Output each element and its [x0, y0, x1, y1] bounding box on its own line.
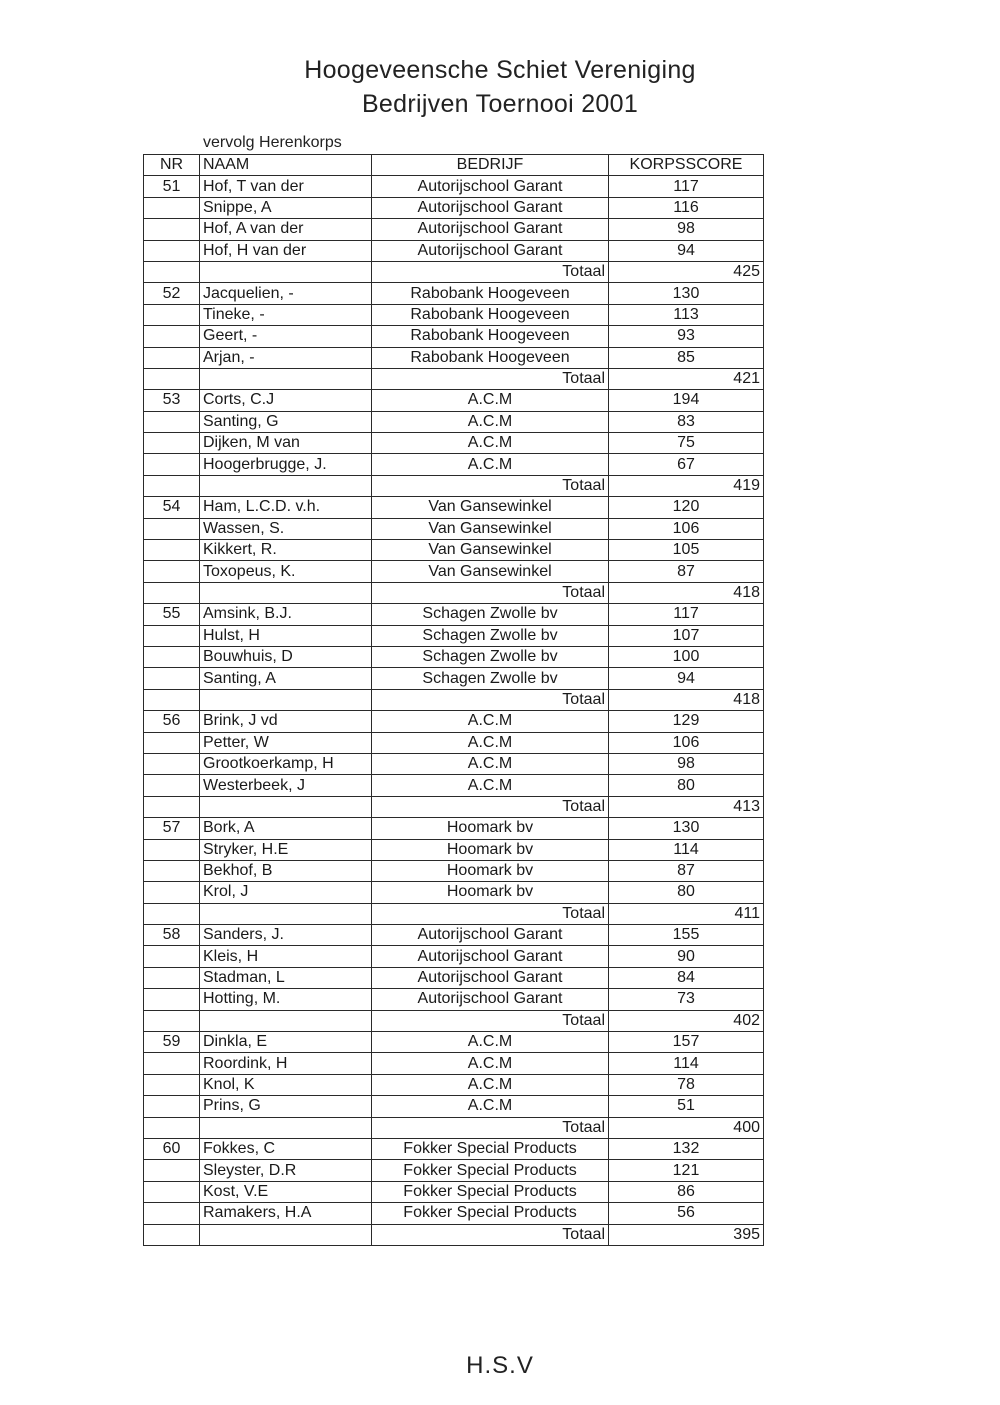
cell-score: 114: [609, 839, 764, 860]
total-value: 411: [609, 903, 764, 924]
cell-score: 75: [609, 433, 764, 454]
cell-naam: Brink, J vd: [200, 711, 372, 732]
table-row: [144, 240, 764, 261]
table-row: [144, 668, 764, 689]
cell-nr: [144, 646, 200, 667]
total-row: [144, 1224, 764, 1245]
cell-score: 117: [609, 604, 764, 625]
cell-bedrijf: Autorijschool Garant: [372, 925, 609, 946]
footer-initials: H.S.V: [466, 1352, 534, 1379]
table-row: [144, 518, 764, 539]
section-label: vervolg Herenkorps: [203, 134, 342, 151]
cell-score: 107: [609, 625, 764, 646]
table-row: [144, 219, 764, 240]
cell-score: 87: [609, 860, 764, 881]
cell-nr: [144, 240, 200, 261]
cell-naam: Stryker, H.E: [200, 839, 372, 860]
column-header-korpsscore: KORPSSCORE: [609, 155, 764, 176]
cell-nr: 53: [144, 390, 200, 411]
cell-score: 73: [609, 989, 764, 1010]
cell-bedrijf: Autorijschool Garant: [372, 219, 609, 240]
total-value: 419: [609, 475, 764, 496]
table-row: [144, 989, 764, 1010]
table-row: [144, 1074, 764, 1095]
score-table: [143, 154, 764, 1246]
cell-bedrijf: A.C.M: [372, 411, 609, 432]
column-header-nr: NR: [144, 155, 200, 176]
cell-bedrijf: Van Gansewinkel: [372, 540, 609, 561]
cell-bedrijf: Hoomark bv: [372, 860, 609, 881]
cell-score: 106: [609, 732, 764, 753]
table-row: [144, 1053, 764, 1074]
table-row: [144, 304, 764, 325]
table-row: [144, 540, 764, 561]
cell-score: 85: [609, 347, 764, 368]
total-row: [144, 903, 764, 924]
cell-bedrijf: Schagen Zwolle bv: [372, 646, 609, 667]
cell-naam: Hof, A van der: [200, 219, 372, 240]
cell-nr: [144, 433, 200, 454]
cell-naam: Santing, G: [200, 411, 372, 432]
cell-bedrijf: A.C.M: [372, 1053, 609, 1074]
table-row: [144, 283, 764, 304]
table-row: [144, 882, 764, 903]
page-subtitle: Bedrijven Toernooi 2001: [361, 90, 639, 118]
cell-bedrijf: A.C.M: [372, 390, 609, 411]
cell-score: 113: [609, 304, 764, 325]
cell-naam: Grootkoerkamp, H: [200, 753, 372, 774]
cell-score: 120: [609, 497, 764, 518]
cell-bedrijf: Rabobank Hoogeveen: [372, 347, 609, 368]
cell-empty: [144, 582, 200, 603]
total-label: Totaal: [372, 368, 609, 389]
cell-score: 106: [609, 518, 764, 539]
cell-score: 56: [609, 1203, 764, 1224]
cell-bedrijf: Schagen Zwolle bv: [372, 625, 609, 646]
cell-naam: Bekhof, B: [200, 860, 372, 881]
cell-naam: Stadman, L: [200, 967, 372, 988]
cell-score: 194: [609, 390, 764, 411]
total-row: [144, 1117, 764, 1138]
cell-nr: [144, 989, 200, 1010]
cell-bedrijf: Autorijschool Garant: [372, 946, 609, 967]
table-row: [144, 753, 764, 774]
total-row: [144, 475, 764, 496]
cell-naam: Fokkes, C: [200, 1138, 372, 1159]
cell-bedrijf: Autorijschool Garant: [372, 176, 609, 197]
total-value: 418: [609, 689, 764, 710]
cell-empty: [200, 1010, 372, 1031]
cell-bedrijf: Rabobank Hoogeveen: [372, 326, 609, 347]
cell-score: 80: [609, 775, 764, 796]
total-label: Totaal: [372, 796, 609, 817]
cell-nr: [144, 1096, 200, 1117]
cell-nr: [144, 326, 200, 347]
table-row: [144, 561, 764, 582]
cell-bedrijf: Autorijschool Garant: [372, 197, 609, 218]
cell-naam: Roordink, H: [200, 1053, 372, 1074]
cell-naam: Ham, L.C.D. v.h.: [200, 497, 372, 518]
cell-bedrijf: Van Gansewinkel: [372, 561, 609, 582]
cell-empty: [200, 261, 372, 282]
cell-score: 94: [609, 240, 764, 261]
cell-naam: Wassen, S.: [200, 518, 372, 539]
cell-naam: Prins, G: [200, 1096, 372, 1117]
total-value: 400: [609, 1117, 764, 1138]
cell-bedrijf: A.C.M: [372, 1074, 609, 1095]
cell-nr: 54: [144, 497, 200, 518]
total-row: [144, 689, 764, 710]
cell-bedrijf: Autorijschool Garant: [372, 989, 609, 1010]
table-row: [144, 625, 764, 646]
cell-bedrijf: Fokker Special Products: [372, 1160, 609, 1181]
total-value: 421: [609, 368, 764, 389]
table-row: [144, 1138, 764, 1159]
cell-nr: [144, 882, 200, 903]
cell-nr: 52: [144, 283, 200, 304]
total-row: [144, 368, 764, 389]
page-title: Hoogeveensche Schiet Vereniging: [304, 56, 696, 84]
cell-naam: Sleyster, D.R: [200, 1160, 372, 1181]
cell-empty: [144, 1224, 200, 1245]
cell-score: 116: [609, 197, 764, 218]
cell-empty: [144, 796, 200, 817]
cell-score: 86: [609, 1181, 764, 1202]
cell-score: 78: [609, 1074, 764, 1095]
cell-nr: 55: [144, 604, 200, 625]
cell-nr: [144, 561, 200, 582]
cell-nr: [144, 668, 200, 689]
cell-bedrijf: Van Gansewinkel: [372, 518, 609, 539]
table-row: [144, 646, 764, 667]
cell-nr: [144, 1203, 200, 1224]
table-row: [144, 1203, 764, 1224]
cell-nr: [144, 1053, 200, 1074]
cell-bedrijf: Fokker Special Products: [372, 1181, 609, 1202]
cell-bedrijf: A.C.M: [372, 454, 609, 475]
cell-naam: Arjan, -: [200, 347, 372, 368]
table-row: [144, 411, 764, 432]
cell-nr: [144, 1181, 200, 1202]
table-row: [144, 326, 764, 347]
cell-naam: Hotting, M.: [200, 989, 372, 1010]
cell-nr: [144, 860, 200, 881]
cell-nr: [144, 839, 200, 860]
total-row: [144, 261, 764, 282]
cell-nr: 51: [144, 176, 200, 197]
total-value: 413: [609, 796, 764, 817]
cell-score: 84: [609, 967, 764, 988]
cell-score: 114: [609, 1053, 764, 1074]
cell-score: 87: [609, 561, 764, 582]
cell-bedrijf: Rabobank Hoogeveen: [372, 304, 609, 325]
cell-nr: [144, 219, 200, 240]
cell-bedrijf: A.C.M: [372, 775, 609, 796]
cell-empty: [144, 1117, 200, 1138]
cell-score: 132: [609, 1138, 764, 1159]
cell-naam: Ramakers, H.A: [200, 1203, 372, 1224]
cell-naam: Tineke, -: [200, 304, 372, 325]
cell-naam: Hulst, H: [200, 625, 372, 646]
cell-empty: [144, 475, 200, 496]
cell-bedrijf: Autorijschool Garant: [372, 240, 609, 261]
total-value: 395: [609, 1224, 764, 1245]
cell-naam: Santing, A: [200, 668, 372, 689]
cell-nr: [144, 347, 200, 368]
cell-empty: [144, 1010, 200, 1031]
cell-bedrijf: Schagen Zwolle bv: [372, 668, 609, 689]
total-value: 402: [609, 1010, 764, 1031]
table-row: [144, 497, 764, 518]
total-value: 425: [609, 261, 764, 282]
cell-empty: [200, 582, 372, 603]
cell-nr: [144, 967, 200, 988]
table-row: [144, 390, 764, 411]
cell-nr: [144, 775, 200, 796]
cell-empty: [144, 689, 200, 710]
cell-naam: Kikkert, R.: [200, 540, 372, 561]
cell-bedrijf: Rabobank Hoogeveen: [372, 283, 609, 304]
table-row: [144, 347, 764, 368]
table-row: [144, 1096, 764, 1117]
cell-naam: Dinkla, E: [200, 1032, 372, 1053]
cell-score: 94: [609, 668, 764, 689]
cell-bedrijf: A.C.M: [372, 1096, 609, 1117]
table-row: [144, 454, 764, 475]
cell-nr: [144, 753, 200, 774]
cell-naam: Toxopeus, K.: [200, 561, 372, 582]
cell-naam: Bouwhuis, D: [200, 646, 372, 667]
total-row: [144, 796, 764, 817]
cell-score: 155: [609, 925, 764, 946]
cell-bedrijf: A.C.M: [372, 433, 609, 454]
table-row: [144, 732, 764, 753]
cell-nr: [144, 625, 200, 646]
total-row: [144, 1010, 764, 1031]
cell-bedrijf: Schagen Zwolle bv: [372, 604, 609, 625]
cell-nr: [144, 197, 200, 218]
cell-score: 83: [609, 411, 764, 432]
table-row: [144, 818, 764, 839]
column-header-naam: NAAM: [200, 155, 372, 176]
cell-score: 100: [609, 646, 764, 667]
column-header-bedrijf: BEDRIJF: [372, 155, 609, 176]
cell-score: 157: [609, 1032, 764, 1053]
cell-bedrijf: A.C.M: [372, 711, 609, 732]
cell-nr: [144, 518, 200, 539]
cell-bedrijf: Hoomark bv: [372, 882, 609, 903]
cell-score: 93: [609, 326, 764, 347]
cell-empty: [200, 689, 372, 710]
cell-naam: Snippe, A: [200, 197, 372, 218]
cell-bedrijf: Fokker Special Products: [372, 1203, 609, 1224]
cell-score: 121: [609, 1160, 764, 1181]
table-row: [144, 967, 764, 988]
table-header-row: [144, 155, 764, 176]
cell-naam: Kleis, H: [200, 946, 372, 967]
cell-empty: [144, 903, 200, 924]
cell-nr: [144, 1074, 200, 1095]
cell-nr: 57: [144, 818, 200, 839]
cell-nr: [144, 411, 200, 432]
cell-bedrijf: A.C.M: [372, 1032, 609, 1053]
cell-empty: [200, 1224, 372, 1245]
cell-naam: Jacquelien, -: [200, 283, 372, 304]
cell-bedrijf: Hoomark bv: [372, 818, 609, 839]
cell-empty: [144, 261, 200, 282]
cell-bedrijf: Van Gansewinkel: [372, 497, 609, 518]
cell-empty: [200, 475, 372, 496]
cell-nr: [144, 304, 200, 325]
cell-empty: [200, 903, 372, 924]
total-value: 418: [609, 582, 764, 603]
cell-naam: Amsink, B.J.: [200, 604, 372, 625]
cell-naam: Corts, C.J: [200, 390, 372, 411]
cell-empty: [200, 1117, 372, 1138]
table-row: [144, 711, 764, 732]
cell-empty: [144, 368, 200, 389]
cell-score: 105: [609, 540, 764, 561]
cell-naam: Hof, T van der: [200, 176, 372, 197]
cell-nr: 60: [144, 1138, 200, 1159]
cell-bedrijf: Hoomark bv: [372, 839, 609, 860]
cell-bedrijf: A.C.M: [372, 732, 609, 753]
cell-score: 98: [609, 753, 764, 774]
cell-bedrijf: Autorijschool Garant: [372, 967, 609, 988]
table-row: [144, 197, 764, 218]
table-row: [144, 433, 764, 454]
cell-score: 129: [609, 711, 764, 732]
cell-bedrijf: Fokker Special Products: [372, 1138, 609, 1159]
cell-naam: Knol, K: [200, 1074, 372, 1095]
cell-nr: 58: [144, 925, 200, 946]
cell-nr: [144, 540, 200, 561]
cell-nr: 59: [144, 1032, 200, 1053]
cell-score: 98: [609, 219, 764, 240]
total-row: [144, 582, 764, 603]
total-label: Totaal: [372, 1117, 609, 1138]
total-label: Totaal: [372, 261, 609, 282]
cell-nr: [144, 946, 200, 967]
cell-naam: Dijken, M van: [200, 433, 372, 454]
cell-bedrijf: A.C.M: [372, 753, 609, 774]
cell-score: 130: [609, 818, 764, 839]
total-label: Totaal: [372, 582, 609, 603]
total-label: Totaal: [372, 903, 609, 924]
table-row: [144, 176, 764, 197]
cell-score: 67: [609, 454, 764, 475]
table-row: [144, 946, 764, 967]
table-row: [144, 1160, 764, 1181]
cell-score: 130: [609, 283, 764, 304]
table-row: [144, 1032, 764, 1053]
cell-nr: 56: [144, 711, 200, 732]
cell-naam: Geert, -: [200, 326, 372, 347]
table-row: [144, 1181, 764, 1202]
cell-nr: [144, 732, 200, 753]
cell-nr: [144, 1160, 200, 1181]
cell-naam: Hof, H van der: [200, 240, 372, 261]
cell-score: 51: [609, 1096, 764, 1117]
total-label: Totaal: [372, 475, 609, 496]
cell-score: 80: [609, 882, 764, 903]
cell-nr: [144, 454, 200, 475]
cell-score: 90: [609, 946, 764, 967]
cell-naam: Kost, V.E: [200, 1181, 372, 1202]
cell-naam: Sanders, J.: [200, 925, 372, 946]
total-label: Totaal: [372, 1224, 609, 1245]
table-row: [144, 839, 764, 860]
table-row: [144, 604, 764, 625]
table-body: [144, 176, 764, 1246]
table-row: [144, 775, 764, 796]
cell-empty: [200, 796, 372, 817]
cell-naam: Bork, A: [200, 818, 372, 839]
cell-naam: Krol, J: [200, 882, 372, 903]
cell-naam: Hoogerbrugge, J.: [200, 454, 372, 475]
cell-score: 117: [609, 176, 764, 197]
table-row: [144, 860, 764, 881]
cell-naam: Westerbeek, J: [200, 775, 372, 796]
cell-naam: Petter, W: [200, 732, 372, 753]
table-row: [144, 925, 764, 946]
cell-empty: [200, 368, 372, 389]
total-label: Totaal: [372, 1010, 609, 1031]
total-label: Totaal: [372, 689, 609, 710]
